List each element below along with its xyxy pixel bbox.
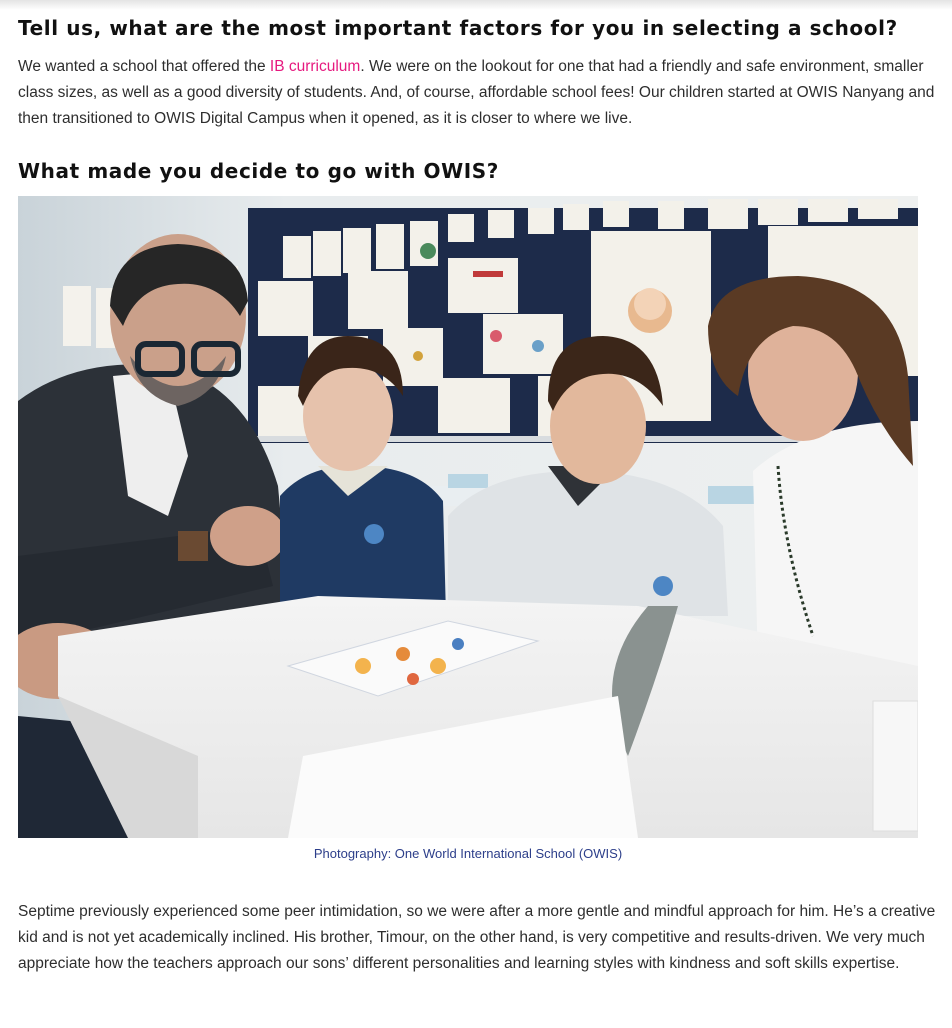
- photo-caption: Photography: One World International School (OWIS): [313, 846, 623, 861]
- paragraph-decision: Septime previously experienced some peer intimidation, so we were after a more gentle and mindful approach for him. He’s a creative kid and is not yet academically inclined. His brother, Timour, on the other hand, is very competitive and results-driven. We very much appreciate how the teachers approach our sons’ different personalities and learning styles with kindness and soft skills expertise.: [18, 903, 936, 972]
- section-heading-factors: Tell us, what are the most important factors for you in selecting a school?: [18, 16, 898, 40]
- paragraph-text: . We were on the lookout for one that had a friendly and safe environment, smaller class sizes, as well as a good diversity of students. And, of course, affordable school fees! Our children started at OWIS Nanyang and then transitioned to OWIS Digital Campus when it opened, as it is closer to where we live.: [18, 58, 935, 127]
- section-heading-decision: What made you decide to go with OWIS?: [18, 159, 499, 183]
- paragraph-text: We wanted a school that offered the: [18, 58, 270, 75]
- paragraph-factors: [18, 54, 938, 132]
- classroom-photo-illustration: [18, 196, 918, 838]
- top-shadow: [0, 0, 952, 10]
- notebook: [873, 701, 918, 831]
- chair: [448, 474, 488, 488]
- ib-curriculum-link[interactable]: IB curriculum: [269, 58, 361, 75]
- classroom-photo: [18, 196, 918, 838]
